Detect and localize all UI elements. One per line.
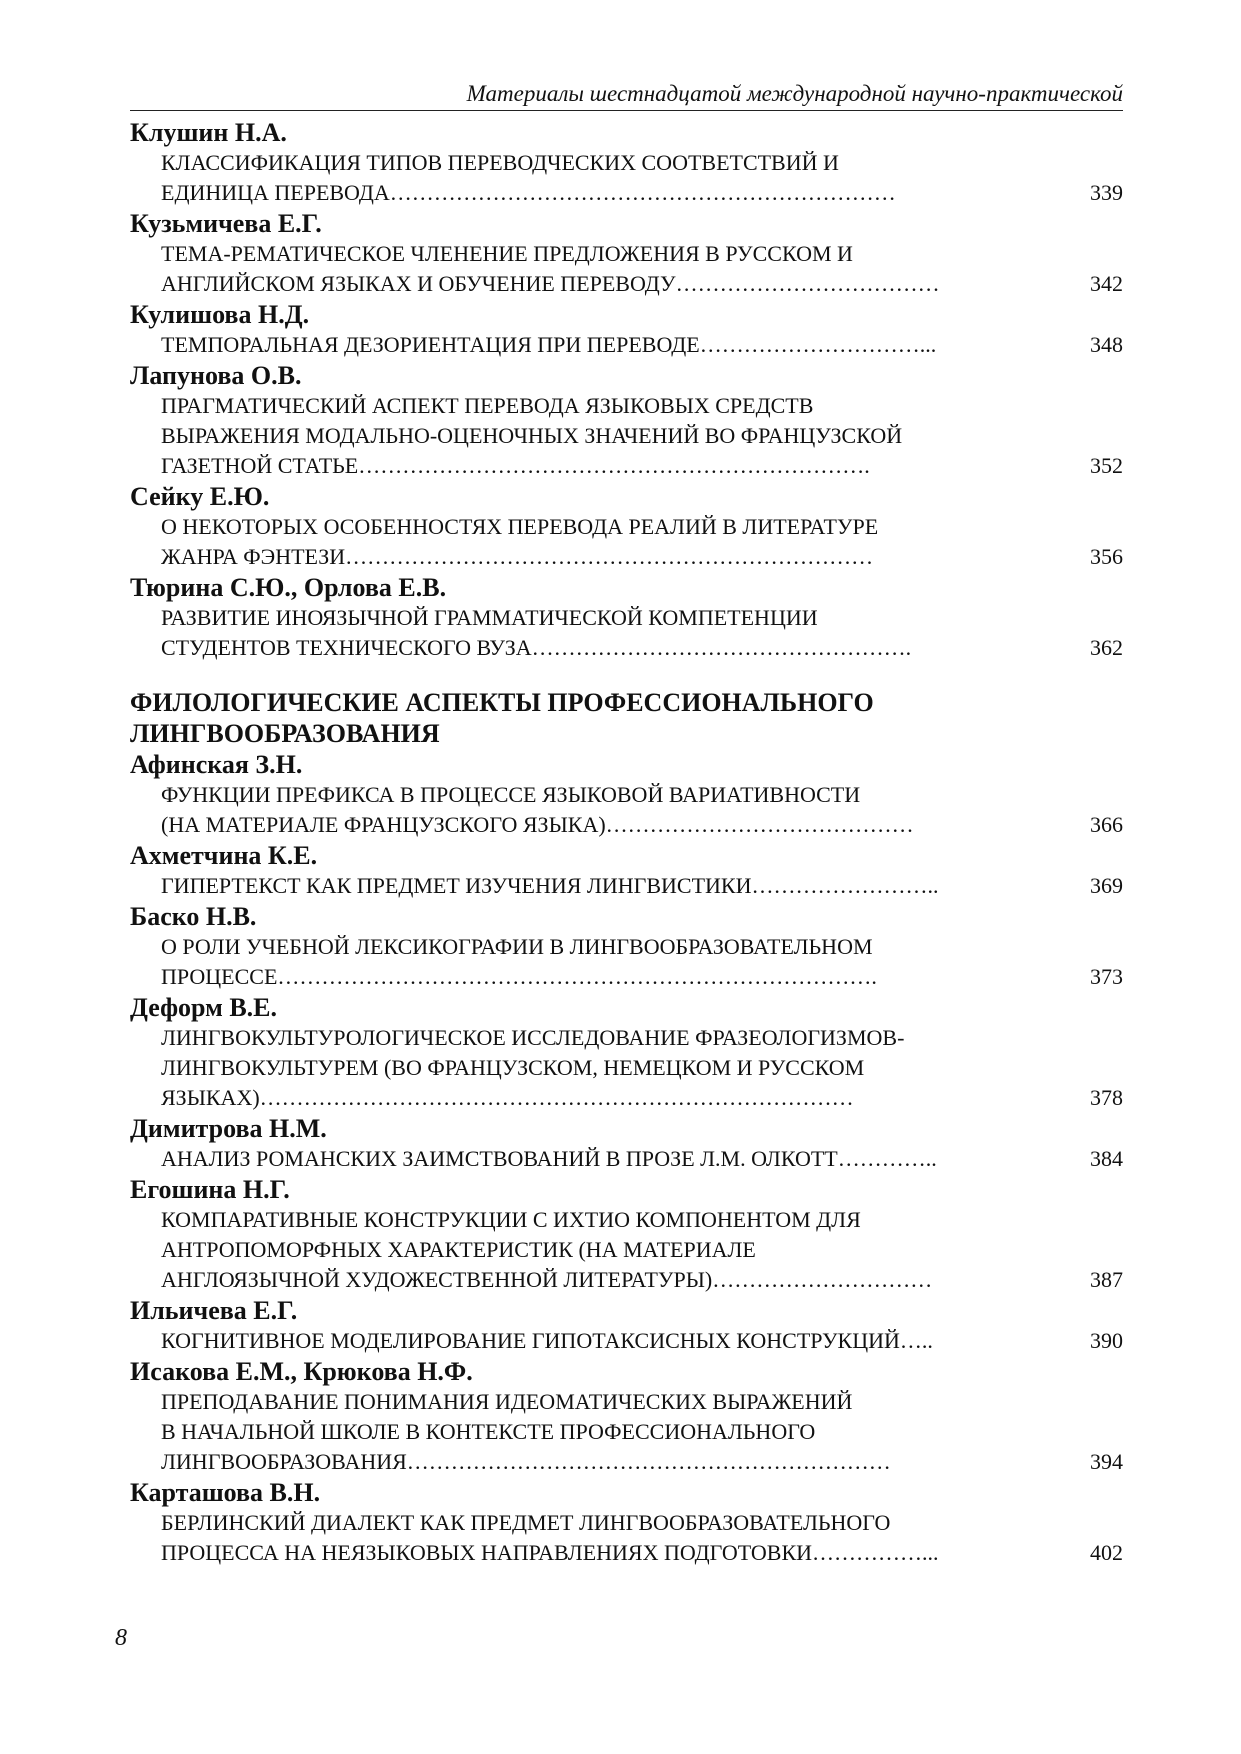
toc-entry-title-line: ПРАГМАТИЧЕСКИЙ АСПЕКТ ПЕРЕВОДА ЯЗЫКОВЫХ СРЕДСТВ	[161, 393, 814, 418]
toc-entry-title	[161, 780, 1065, 840]
toc-entry-title	[161, 239, 1065, 299]
toc-page-number: 339	[1090, 180, 1123, 205]
toc-author: Деформ В.Е.	[130, 993, 278, 1022]
toc-entry-title-line: ЛИНГВООБРАЗОВАНИЯ…………………………………………………………	[161, 1449, 891, 1474]
running-header	[130, 80, 1123, 111]
toc-entry-title-line: ТЕМА-РЕМАТИЧЕСКОЕ ЧЛЕНЕНИЕ ПРЕДЛОЖЕНИЯ В РУССКОМ И	[161, 241, 853, 266]
toc-entry-title-line: ЛИНГВОКУЛЬТУРОЛОГИЧЕСКОЕ ИССЛЕДОВАНИЕ ФРАЗЕОЛОГИЗМОВ-	[161, 1025, 905, 1050]
toc-page-number: 366	[1090, 812, 1123, 837]
toc-page-number: 342	[1090, 271, 1123, 296]
toc-author: Димитрова Н.М.	[130, 1114, 327, 1143]
toc-page-number: 390	[1090, 1328, 1123, 1353]
toc-author: Сейку Е.Ю.	[130, 482, 270, 511]
toc-entry-title	[161, 1023, 1065, 1113]
toc-entry-title	[161, 1205, 1065, 1295]
toc-author: Карташова В.Н.	[130, 1478, 321, 1507]
toc-entry-title-line: ЖАНРА ФЭНТЕЗИ………………………………………………………………	[161, 544, 874, 569]
toc-entry	[130, 1205, 1123, 1295]
section-heading-line: ЛИНГВООБРАЗОВАНИЯ	[130, 719, 440, 748]
toc-entry-title-line: ЕДИНИЦА ПЕРЕВОДА……………………………………………………………	[161, 180, 896, 205]
toc-entry	[130, 1326, 1123, 1356]
section-heading	[130, 687, 1123, 749]
toc-entry-title	[161, 1144, 1065, 1174]
toc-entry-title	[161, 871, 1065, 901]
toc-entry-title	[161, 1508, 1065, 1568]
toc-page-number: 378	[1090, 1085, 1123, 1110]
toc-author: Афинская З.Н.	[130, 750, 303, 779]
toc-page-number: 369	[1090, 873, 1123, 898]
toc-author: Кузьмичева Е.Г.	[130, 209, 322, 238]
toc-entry	[130, 1387, 1123, 1477]
running-header-text: Материалы шестнадцатой международной научно-практической	[466, 81, 1123, 106]
toc-entry-title	[161, 148, 1065, 208]
toc-page-number: 352	[1090, 453, 1123, 478]
toc-author: Клушин Н.А.	[130, 118, 287, 147]
toc-author: Исакова Е.М., Крюкова Н.Ф.	[130, 1357, 473, 1386]
toc-entry-title-line: ПРОЦЕССА НА НЕЯЗЫКОВЫХ НАПРАВЛЕНИЯХ ПОДГОТОВКИ……………...	[161, 1540, 939, 1565]
toc-entry-title-line: ФУНКЦИИ ПРЕФИКСА В ПРОЦЕССЕ ЯЗЫКОВОЙ ВАРИАТИВНОСТИ	[161, 782, 861, 807]
toc-entry-title-line: КОМПАРАТИВНЫЕ КОНСТРУКЦИИ С ИХТИО КОМПОНЕНТОМ ДЛЯ	[161, 1207, 861, 1232]
toc-entry-title	[161, 391, 1065, 481]
toc-entry	[130, 330, 1123, 360]
toc-author: Егошина Н.Г.	[130, 1175, 290, 1204]
toc-entry-title-line: ГАЗЕТНОЙ СТАТЬЕ…………………………………………………………….	[161, 453, 870, 478]
toc-entry	[130, 1023, 1123, 1113]
toc-page-number: 373	[1090, 964, 1123, 989]
toc-entry-title	[161, 330, 1065, 360]
toc-entry	[130, 1144, 1123, 1174]
toc-entry-title-line: БЕРЛИНСКИЙ ДИАЛЕКТ КАК ПРЕДМЕТ ЛИНГВООБРАЗОВАТЕЛЬНОГО	[161, 1510, 891, 1535]
toc-entry-title-line: АНГЛИЙСКОМ ЯЗЫКАХ И ОБУЧЕНИЕ ПЕРЕВОДУ………………………………	[161, 271, 940, 296]
toc-entry-title-line: КЛАССИФИКАЦИЯ ТИПОВ ПЕРЕВОДЧЕСКИХ СООТВЕТСТВИЙ И	[161, 150, 839, 175]
toc-entry-title-line: ПРОЦЕССЕ……………………………………………………………………….	[161, 964, 877, 989]
toc-entry-title-line: СТУДЕНТОВ ТЕХНИЧЕСКОГО ВУЗА…………………………………………….	[161, 635, 912, 660]
toc-entry	[130, 512, 1123, 572]
table-of-contents	[130, 117, 1123, 1568]
toc-entry	[130, 871, 1123, 901]
toc-entry-title	[161, 932, 1065, 992]
toc-author: Тюрина С.Ю., Орлова Е.В.	[130, 573, 447, 602]
toc-entry-title-line: АНТРОПОМОРФНЫХ ХАРАКТЕРИСТИК (НА МАТЕРИАЛЕ	[161, 1237, 756, 1262]
toc-entry-title-line: ВЫРАЖЕНИЯ МОДАЛЬНО-ОЦЕНОЧНЫХ ЗНАЧЕНИЙ ВО ФРАНЦУЗСКОЙ	[161, 423, 903, 448]
toc-entry-title-line: ТЕМПОРАЛЬНАЯ ДЕЗОРИЕНТАЦИЯ ПРИ ПЕРЕВОДЕ…………………………...	[161, 332, 937, 357]
page-number: 8	[115, 1625, 127, 1651]
toc-entry-title	[161, 603, 1065, 663]
toc-entry-title	[161, 1326, 1065, 1356]
toc-author: Баско Н.В.	[130, 902, 257, 931]
toc-author: Кулишова Н.Д.	[130, 300, 310, 329]
toc-list-top	[130, 117, 1123, 663]
toc-list-bottom	[130, 749, 1123, 1568]
toc-entry-title-line: АНГЛОЯЗЫЧНОЙ ХУДОЖЕСТВЕННОЙ ЛИТЕРАТУРЫ)…………………………	[161, 1267, 933, 1292]
toc-entry-title	[161, 512, 1065, 572]
toc-entry	[130, 780, 1123, 840]
toc-page-number: 362	[1090, 635, 1123, 660]
toc-entry	[130, 1508, 1123, 1568]
toc-entry-title-line: ЛИНГВОКУЛЬТУРЕМ (ВО ФРАНЦУЗСКОМ, НЕМЕЦКОМ И РУССКОМ	[161, 1055, 865, 1080]
toc-entry-title-line: В НАЧАЛЬНОЙ ШКОЛЕ В КОНТЕКСТЕ ПРОФЕССИОНАЛЬНОГО	[161, 1419, 816, 1444]
toc-entry-title-line: ПРЕПОДАВАНИЕ ПОНИМАНИЯ ИДЕОМАТИЧЕСКИХ ВЫРАЖЕНИЙ	[161, 1389, 853, 1414]
toc-author: Лапунова О.В.	[130, 361, 302, 390]
toc-entry	[130, 603, 1123, 663]
toc-entry-title-line: О НЕКОТОРЫХ ОСОБЕННОСТЯХ ПЕРЕВОДА РЕАЛИЙ В ЛИТЕРАТУРЕ	[161, 514, 879, 539]
toc-entry-title-line: РАЗВИТИЕ ИНОЯЗЫЧНОЙ ГРАММАТИЧЕСКОЙ КОМПЕТЕНЦИИ	[161, 605, 818, 630]
toc-page-number: 356	[1090, 544, 1123, 569]
section-heading-line: ФИЛОЛОГИЧЕСКИЕ АСПЕКТЫ ПРОФЕССИОНАЛЬНОГО	[130, 688, 874, 717]
toc-page-number: 394	[1090, 1449, 1123, 1474]
toc-entry	[130, 239, 1123, 299]
toc-entry	[130, 391, 1123, 481]
toc-page-number: 387	[1090, 1267, 1123, 1292]
toc-author: Ильичева Е.Г.	[130, 1296, 298, 1325]
toc-entry-title-line: (НА МАТЕРИАЛЕ ФРАНЦУЗСКОГО ЯЗЫКА)……………………………………	[161, 812, 914, 837]
toc-entry	[130, 148, 1123, 208]
toc-entry-title	[161, 1387, 1065, 1477]
toc-entry-title-line: КОГНИТИВНОЕ МОДЕЛИРОВАНИЕ ГИПОТАКСИСНЫХ КОНСТРУКЦИЙ…..	[161, 1328, 933, 1353]
toc-page-number: 402	[1090, 1540, 1123, 1565]
toc-entry-title-line: ЯЗЫКАХ)………………………………………………………………………	[161, 1085, 854, 1110]
toc-entry-title-line: ГИПЕРТЕКСТ КАК ПРЕДМЕТ ИЗУЧЕНИЯ ЛИНГВИСТИКИ……………………..	[161, 873, 939, 898]
toc-page-number: 384	[1090, 1146, 1123, 1171]
toc-author: Ахметчина К.Е.	[130, 841, 318, 870]
toc-entry-title-line: АНАЛИЗ РОМАНСКИХ ЗАИМСТВОВАНИЙ В ПРОЗЕ Л.М. ОЛКОТТ…………..	[161, 1146, 937, 1171]
toc-entry	[130, 932, 1123, 992]
toc-entry-title-line: О РОЛИ УЧЕБНОЙ ЛЕКСИКОГРАФИИ В ЛИНГВООБРАЗОВАТЕЛЬНОМ	[161, 934, 873, 959]
toc-page-number: 348	[1090, 332, 1123, 357]
